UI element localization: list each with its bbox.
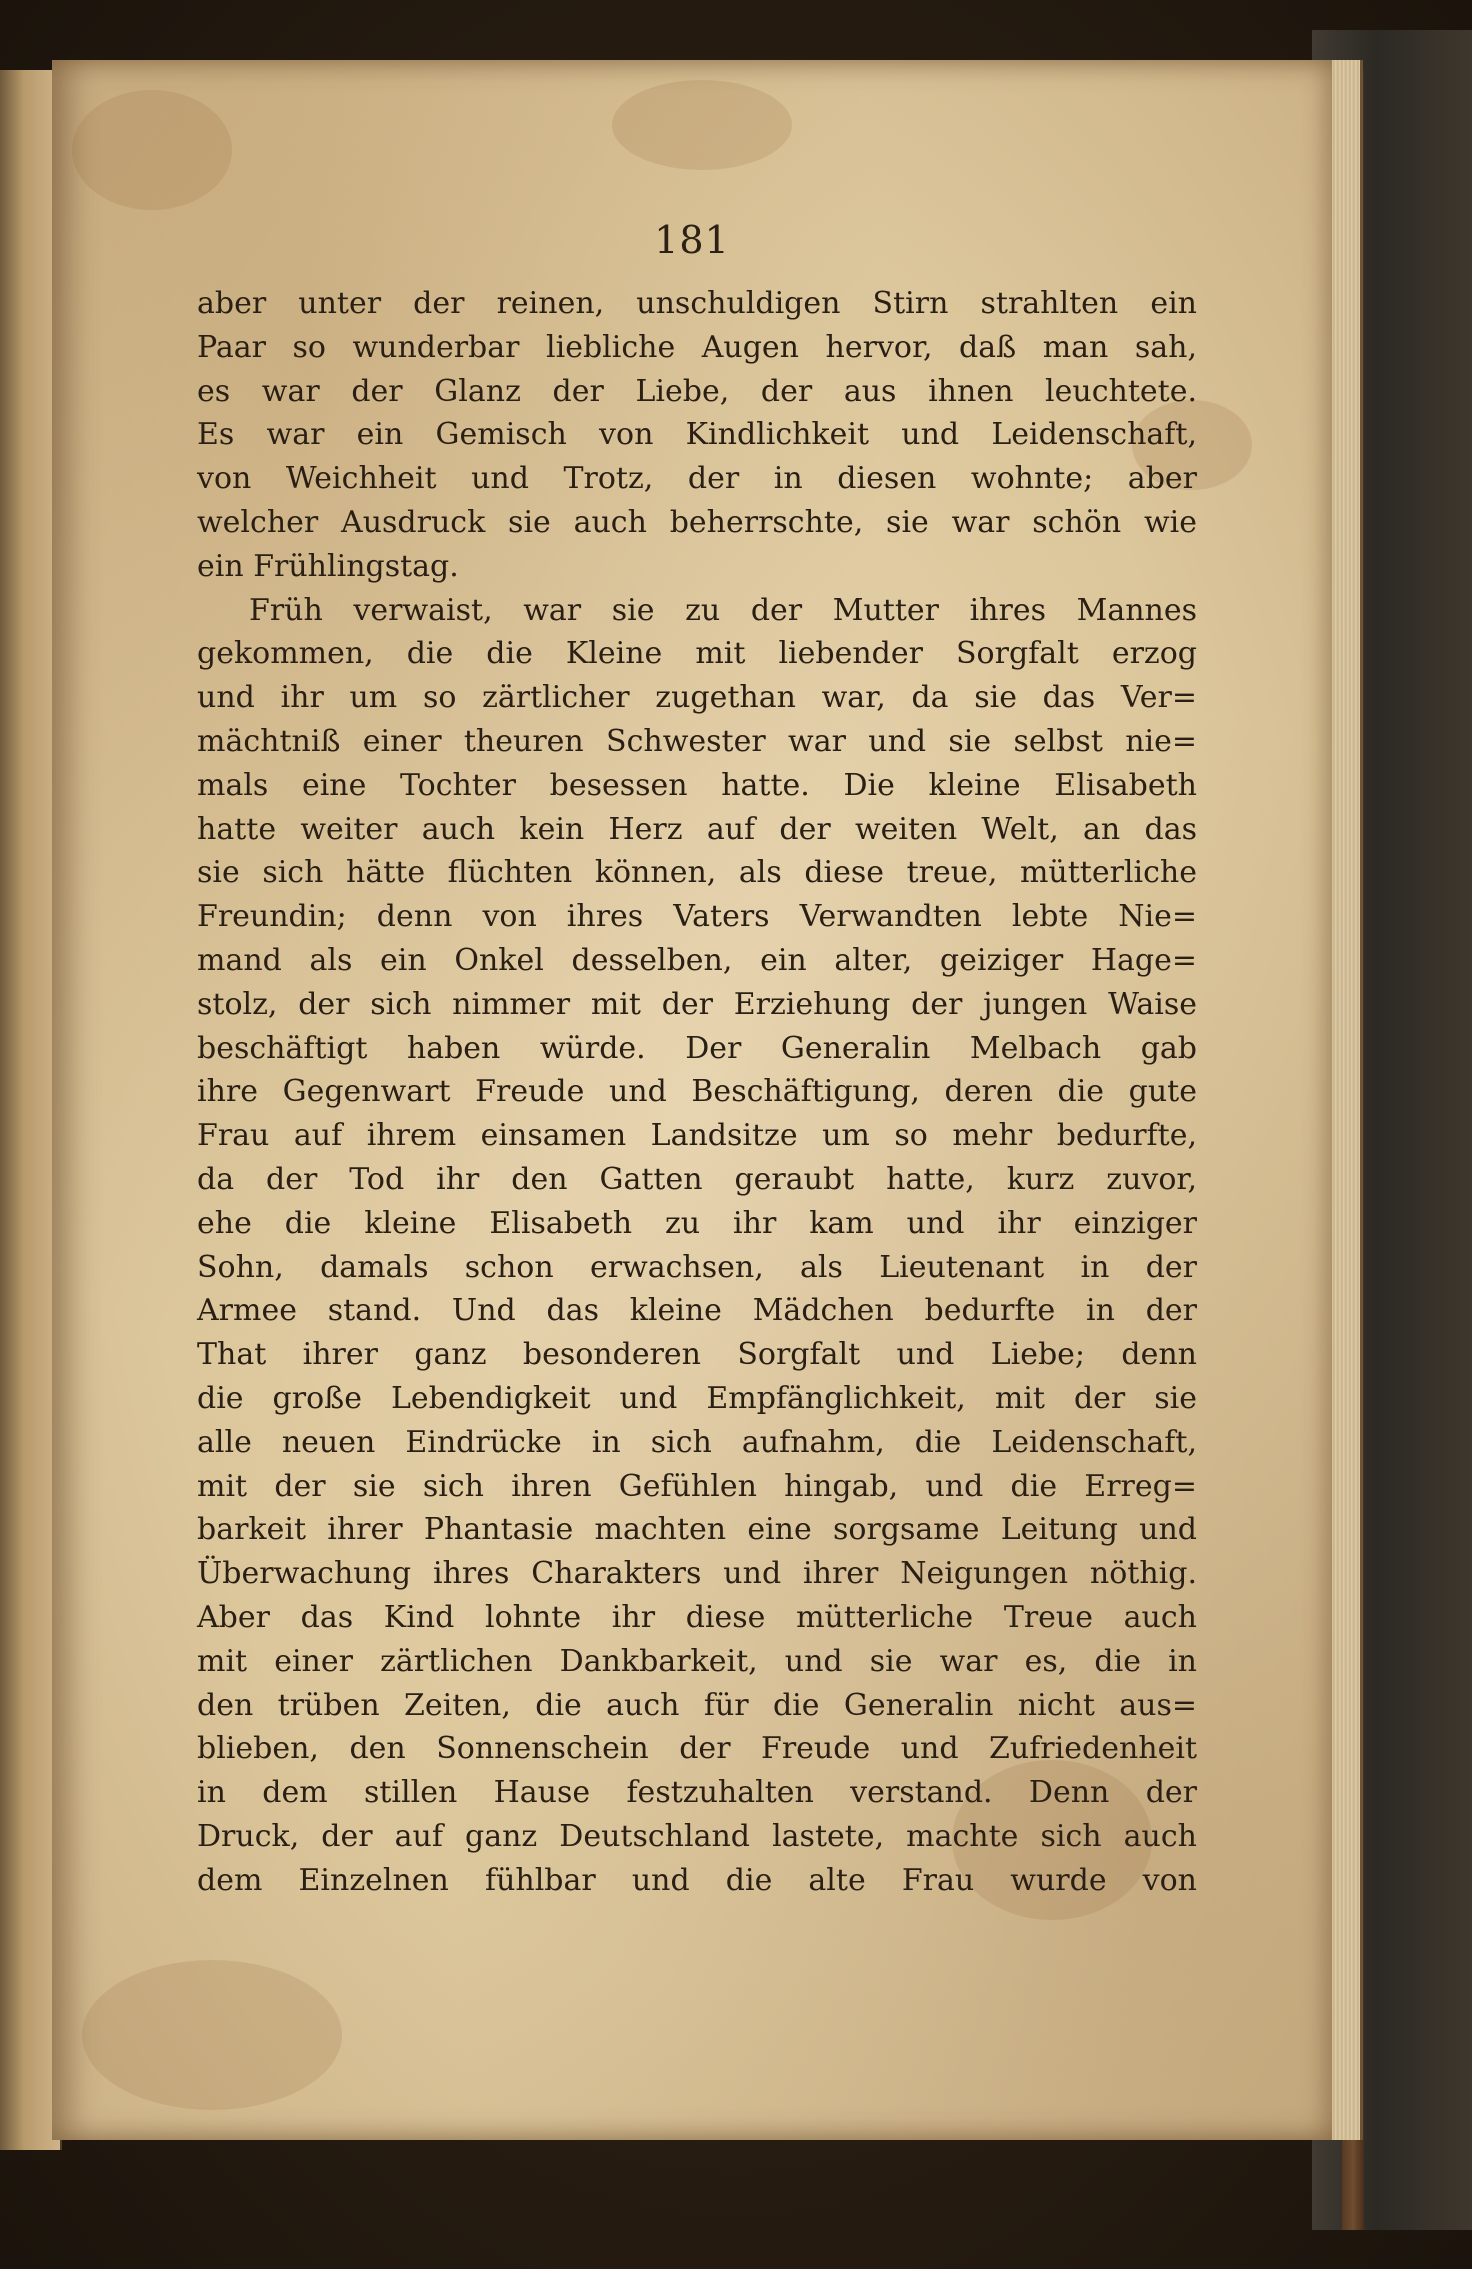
text-line: in dem stillen Hause festzuhalten verstand. Denn der — [197, 1775, 1197, 1811]
page-number: 181 — [654, 218, 730, 262]
text-line: Aber das Kind lohnte ihr diese mütterliche Treue auch — [197, 1599, 1197, 1635]
text-line: stolz, der sich nimmer mit der Erziehung der jungen Waise — [197, 986, 1197, 1022]
text-line: That ihrer ganz besonderen Sorgfalt und Liebe; denn — [197, 1337, 1197, 1373]
text-line: Armee stand. Und das kleine Mädchen bedurfte in der — [197, 1293, 1197, 1329]
text-line: dem Einzelnen fühlbar und die alte Frau wurde von — [197, 1862, 1197, 1898]
text-line: es war der Glanz der Liebe, der aus ihnen leuchtete. — [197, 373, 1197, 409]
text-line: mächtniß einer theuren Schwester war und sie selbst nie= — [197, 723, 1197, 759]
text-line: ihre Gegenwart Freude und Beschäftigung, deren die gute — [197, 1074, 1197, 1110]
text-line: welcher Ausdruck sie auch beherrschte, sie war schön wie — [197, 504, 1197, 540]
text-line: und ihr um so zärtlicher zugethan war, da sie das Ver= — [197, 680, 1197, 716]
text-line: Sohn, damals schon erwachsen, als Lieutenant in der — [197, 1249, 1197, 1285]
text-line: Es war ein Gemisch von Kindlichkeit und Leidenschaft, — [197, 417, 1197, 453]
text-line: gekommen, die die Kleine mit liebender Sorgfalt erzog — [197, 636, 1197, 672]
text-line: Frau auf ihrem einsamen Landsitze um so mehr bedurfte, — [197, 1118, 1197, 1154]
text-line: mals eine Tochter besessen hatte. Die kleine Elisabeth — [197, 767, 1197, 803]
text-line: ehe die kleine Elisabeth zu ihr kam und ihr einziger — [197, 1205, 1197, 1241]
body-text — [197, 282, 1197, 1902]
paper-stain — [82, 1960, 342, 2110]
text-line: mit der sie sich ihren Gefühlen hingab, und die Erreg= — [197, 1468, 1197, 1504]
text-line: Freundin; denn von ihres Vaters Verwandten lebte Nie= — [197, 899, 1197, 935]
text-line: den trüben Zeiten, die auch für die Generalin nicht aus= — [197, 1687, 1197, 1723]
text-line: Druck, der auf ganz Deutschland lastete, machte sich auch — [197, 1818, 1197, 1854]
text-line: aber unter der reinen, unschuldigen Stirn strahlten ein — [197, 286, 1197, 321]
paper-stain — [612, 80, 792, 170]
text-line: Paar so wunderbar liebliche Augen hervor, daß man sah, — [197, 329, 1197, 365]
text-line: die große Lebendigkeit und Empfänglichkeit, mit der sie — [197, 1380, 1197, 1416]
paper-stain — [72, 90, 232, 210]
book-page — [52, 60, 1332, 2140]
text-line: blieben, den Sonnenschein der Freude und Zufriedenheit — [197, 1731, 1197, 1767]
text-line: mand als ein Onkel desselben, ein alter, geiziger Hage= — [197, 942, 1197, 978]
text-line: alle neuen Eindrücke in sich aufnahm, die Leidenschaft, — [197, 1424, 1197, 1460]
text-line: ein Frühlingstag. — [197, 548, 459, 584]
text-line: sie sich hätte flüchten können, als diese treue, mütterliche — [197, 855, 1197, 891]
text-line: Überwachung ihres Charakters und ihrer Neigungen nöthig. — [197, 1556, 1197, 1592]
text-line: da der Tod ihr den Gatten geraubt hatte, kurz zuvor, — [197, 1161, 1197, 1197]
text-line: mit einer zärtlichen Dankbarkeit, und sie war es, die in — [197, 1643, 1197, 1679]
text-line: barkeit ihrer Phantasie machten eine sorgsame Leitung und — [197, 1512, 1197, 1548]
text-line: hatte weiter auch kein Herz auf der weiten Welt, an das — [197, 811, 1197, 847]
text-line: von Weichheit und Trotz, der in diesen wohnte; aber — [197, 461, 1197, 497]
text-line: Früh verwaist, war sie zu der Mutter ihres Mannes — [249, 592, 1197, 628]
text-line: beschäftigt haben würde. Der Generalin Melbach gab — [197, 1030, 1197, 1066]
